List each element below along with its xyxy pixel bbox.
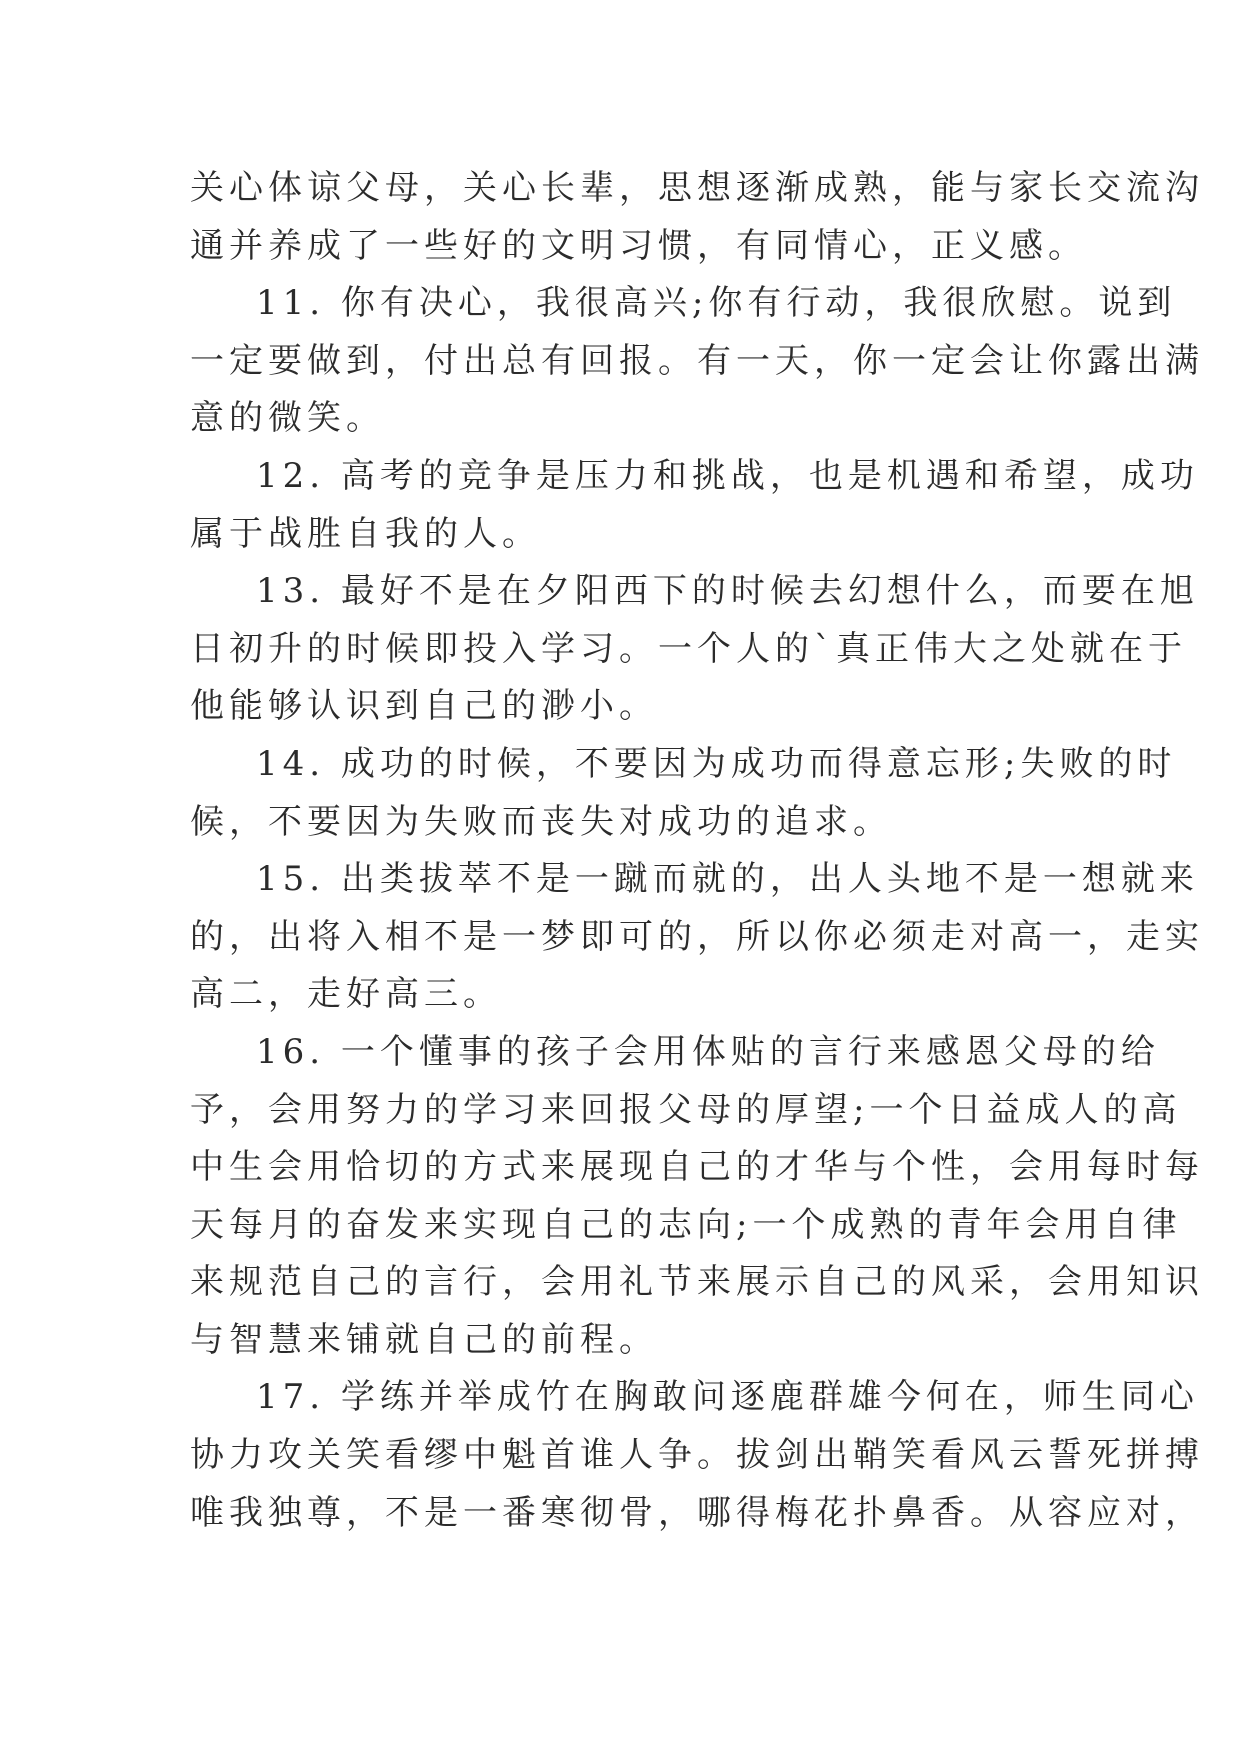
text-line: 15. 出类拔萃不是一蹴而就的，出人头地不是一想就来 bbox=[256, 859, 1199, 900]
text-line: 高二，走好高三。 bbox=[190, 974, 502, 1015]
text-line: 予，会用努力的学习来回报父母的厚望;一个日益成人的高 bbox=[190, 1089, 1182, 1130]
text-line: 关心体谅父母，关心长辈，思想逐渐成熟，能与家长交流沟 bbox=[190, 168, 1204, 208]
text-line: 14. 成功的时候，不要因为成功而得意忘形;失败的时 bbox=[256, 743, 1177, 784]
text-line: 唯我独尊，不是一番寒彻骨，哪得梅花扑鼻香。从容应对， bbox=[190, 1492, 1204, 1533]
text-line: 的，出将入相不是一梦即可的，所以你必须走对高一，走实 bbox=[190, 916, 1204, 957]
text-line: 日初升的时候即投入学习。一个人的`真正伟大之处就在于 bbox=[190, 628, 1187, 669]
text-line: 协力攻关笑看缪中魁首谁人争。拔剑出鞘笑看风云誓死拼搏 bbox=[190, 1435, 1204, 1476]
text-line: 他能够认识到自己的渺小。 bbox=[190, 686, 658, 727]
text-line: 中生会用恰切的方式来展现自己的才华与个性，会用每时每 bbox=[190, 1147, 1204, 1188]
text-line: 一定要做到，付出总有回报。有一天，你一定会让你露出满 bbox=[190, 340, 1204, 381]
text-line: 16. 一个懂事的孩子会用体贴的言行来感恩父母的给 bbox=[256, 1031, 1160, 1072]
text-line: 17. 学练并举成竹在胸敢问逐鹿群雄今何在，师生同心 bbox=[256, 1377, 1199, 1418]
text-line: 13. 最好不是在夕阳西下的时候去幻想什么，而要在旭 bbox=[256, 571, 1199, 612]
text-line: 候，不要因为失败而丧失对成功的追求。 bbox=[190, 801, 892, 842]
body-text bbox=[190, 160, 1204, 1542]
text-line: 意的微笑。 bbox=[190, 398, 385, 439]
text-line: 11. 你有决心，我很高兴;你有行动，我很欣慰。说到 bbox=[256, 283, 1177, 324]
text-line: 天每月的奋发来实现自己的志向;一个成熟的青年会用自律 bbox=[190, 1204, 1182, 1245]
text-line: 与智慧来铺就自己的前程。 bbox=[190, 1319, 658, 1360]
text-line: 属于战胜自我的人。 bbox=[190, 513, 541, 554]
text-line: 12. 高考的竞争是压力和挑战，也是机遇和希望，成功 bbox=[256, 455, 1199, 496]
text-line: 来规范自己的言行，会用礼节来展示自己的风采，会用知识 bbox=[190, 1262, 1204, 1303]
text-line: 通并养成了一些好的文明习惯，有同情心，正义感。 bbox=[190, 225, 1087, 266]
